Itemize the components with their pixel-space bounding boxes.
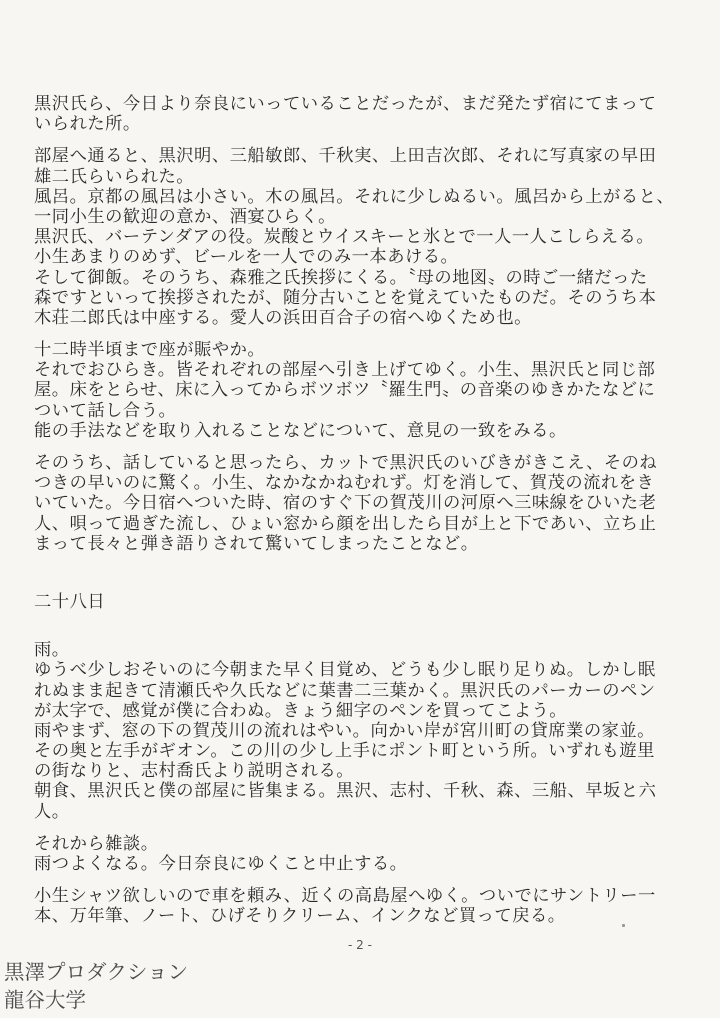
text-line: 黒沢氏ら、今日より奈良にいっていることだったが、まだ発たず宿にてまって: [34, 94, 657, 114]
text-line: 一同小生の歓迎の意か、酒宴ひらく。: [34, 206, 336, 227]
text-line: 森ですといって挨拶されたが、随分古いことを覚えていたものだ。そのうち本: [34, 287, 657, 308]
text-line: つきの早いのに驚く。小生、なかなかねむれず。灯を消して、賀茂の流れをき: [34, 473, 655, 494]
text-line: まって長々と弾き語りされて驚いてしまったことなど。: [34, 533, 479, 554]
text-line: 十二時半頃まで座が賑やか。: [34, 340, 266, 361]
text-line: 人。: [34, 801, 70, 822]
paragraph-4: [34, 453, 694, 554]
text-line: 屋。床をとらせ、床に入ってからボツボツ〝羅生門〟の音楽のゆきかたなどに: [34, 380, 656, 401]
text-line: ついて話し合う。: [34, 400, 177, 421]
text-line: 雨やまず、窓の下の賀茂川の流れはやい。向かい岸が宮川町の貸席業の家並。: [34, 720, 655, 741]
text-line: れぬまま起きて清瀬氏や久氏などに葉書二三葉かく。黒沢氏のパーカーのペン: [34, 680, 656, 701]
text-line: それでおひらき。皆それぞれの部屋へ引き上げてゆく。小生、黒沢氏と同じ部: [34, 360, 656, 381]
text-line: 能の手法などを取り入れることなどについて、意見の一致をみる。: [34, 420, 567, 441]
watermark-line-2: 龍谷大学: [4, 988, 86, 1012]
text-line: 黒沢氏、バーテンダアの役。炭酸とウイスキーと氷とで一人一人こしらえる。: [34, 227, 655, 248]
text-line: 雄二氏らいられた。: [34, 166, 195, 187]
text-line: いられた所。: [34, 114, 141, 135]
text-line: いていた。今日宿へついた時、宿のすぐ下の賀茂川の河原へ三味線をひいた老: [34, 493, 657, 514]
text-line: 本、万年筆、ノート、ひげそりクリーム、インクなど買って戻る。: [34, 906, 566, 927]
text-line: そのうち、話していると思ったら、カットで黒沢氏のいびきがきこえ、そのね: [34, 453, 658, 473]
document-body: [34, 94, 694, 939]
paragraph-7: [34, 886, 694, 926]
date-heading: [34, 592, 694, 612]
text-line: 木荘二郎氏は中座する。愛人の浜田百合子の宿へゆくため也。: [34, 307, 532, 328]
page-number: - 2 -: [348, 938, 372, 952]
text-line: 部屋へ通ると、黒沢明、三船敏郎、千秋実、上田吉次郎、それに写真家の早田: [34, 146, 657, 167]
watermark-line-1: 黒澤プロダクション: [4, 960, 189, 984]
text-line: 人、唄って過ぎた流し、ひょい窓から顔を出したら目が上と下であい、立ち止: [34, 513, 657, 534]
paragraph-3: [34, 340, 694, 441]
paragraph-2: [34, 146, 694, 328]
paragraph-5: [34, 640, 694, 822]
paragraph-6: [34, 834, 694, 874]
text-line: が太字で、感覚が僕に合わぬ。きょう細字のペンを買ってこよう。: [34, 700, 568, 721]
text-line: 朝食、黒沢氏と僕の部屋に皆集まる。黒沢、志村、千秋、森、三船、早坂と六: [34, 781, 657, 802]
text-line: その奥と左手がギオン。この川の少し上手にポント町という所。いずれも遊里: [34, 741, 655, 762]
text-line: ゆうべ少しおそいのに今朝また早く目覚め、どうも少し眠り足りぬ。しかし眠: [34, 660, 656, 681]
text-line: そして御飯。そのうち、森雅之氏挨拶にくる。〝母の地図〟の時ご一緒だった: [34, 267, 648, 288]
date-heading-text: 二十八日: [34, 591, 106, 612]
text-line: 雨つよくなる。今日奈良にゆくこと中止する。: [34, 854, 408, 874]
text-line: の街なりと、志村喬氏より説明される。: [34, 761, 355, 782]
stray-mark: [622, 924, 625, 927]
text-line: それから雑談。: [34, 833, 159, 854]
text-line: 小生あまりのめず、ビールを一人でのみ一本あける。: [34, 247, 459, 268]
watermark: [4, 958, 188, 1014]
paragraph-1: [34, 94, 694, 134]
text-line: 雨。: [34, 640, 70, 661]
text-line: 風呂。京都の風呂は小さい。木の風呂。それに少しぬるい。風呂から上がると、: [34, 186, 675, 207]
text-line: 小生シャツ欲しいので車を頼み、近くの高島屋へゆく。ついでにサントリー一: [34, 886, 656, 907]
